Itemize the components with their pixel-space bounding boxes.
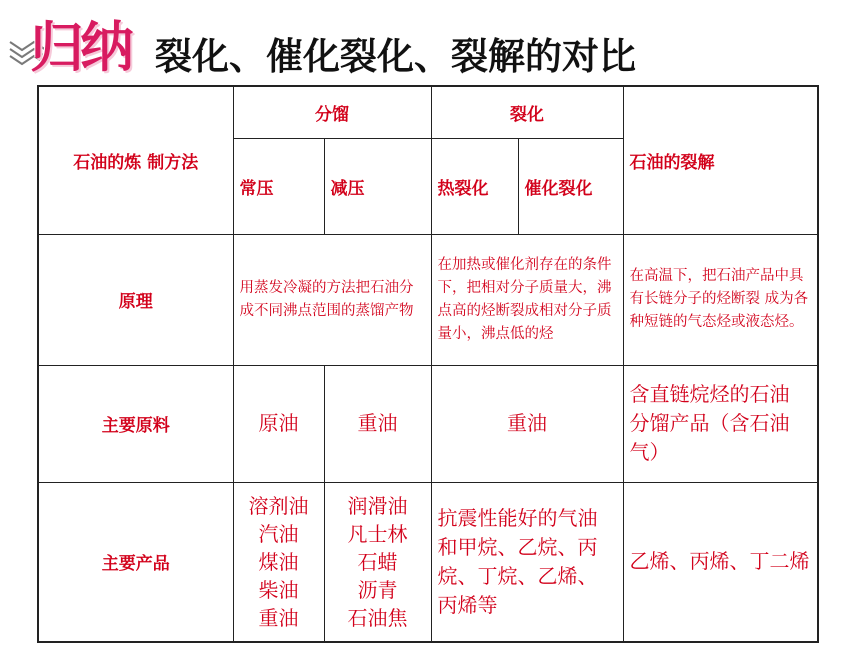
- product-item: 柴油: [258, 577, 299, 602]
- badge-text: 归纳: [30, 16, 130, 79]
- product-item: 重油: [258, 605, 299, 630]
- product-item: 石油焦: [347, 605, 408, 630]
- product-item: 溶剂油: [248, 493, 309, 518]
- product-item: 煤油: [258, 549, 299, 574]
- cell-products-cracking: 抗震性能好的气油和甲烷、乙烷、丙烷、丁烷、乙烯、丙烯等: [431, 482, 623, 642]
- cell-principle-cracking: 在加热或催化剂存在的条件下，把相对分子质量大，沸点高的烃断裂成相对分子质量小，沸点低的烃: [431, 234, 623, 365]
- cell-principle-pyrolysis: 在高温下，把石油产品中具有长链分子的烃断裂 成为各种短链的气态烃或液态烃。: [623, 234, 818, 365]
- cell-principle-fractionation: 用蒸发冷凝的方法把石油分成不同沸点范围的蒸馏产物: [233, 234, 431, 365]
- cell-raw-cracking: 重油: [431, 365, 623, 482]
- table-row: [38, 86, 818, 138]
- header-thermal-cracking: 热裂化: [431, 138, 518, 234]
- cell-products-atmospheric: [233, 482, 324, 642]
- header-fractionation: 分馏: [233, 86, 431, 138]
- cell-raw-pyrolysis: 含直链烷烃的石油 分馏产品（含石油气）: [623, 365, 818, 482]
- row-label-products: 主要产品: [38, 482, 233, 642]
- header-pyrolysis: 石油的裂解: [623, 86, 818, 234]
- page-title: 裂化、催化裂化、裂解的对比: [155, 35, 636, 78]
- comparison-table: [37, 85, 819, 643]
- header-vacuum: 减压: [324, 138, 431, 234]
- header-atmospheric: 常压: [233, 138, 324, 234]
- header-catalytic-cracking: 催化裂化: [518, 138, 623, 234]
- table-row: [38, 234, 818, 365]
- header-cracking: 裂化: [431, 86, 623, 138]
- table-row: [38, 482, 818, 642]
- row-label-principle: 原理: [38, 234, 233, 365]
- product-item: 润滑油: [347, 493, 408, 518]
- cell-raw-vacuum: 重油: [324, 365, 431, 482]
- row-label-raw-material: 主要原料: [38, 365, 233, 482]
- cell-products-pyrolysis: 乙烯、丙烯、丁二烯: [623, 482, 818, 642]
- product-item: 沥青: [357, 577, 398, 602]
- cell-products-vacuum: [324, 482, 431, 642]
- row-header-method: 石油的炼 制方法: [38, 86, 233, 234]
- cell-raw-atmospheric: 原油: [233, 365, 324, 482]
- product-item: 石蜡: [357, 549, 398, 574]
- product-item: 汽油: [258, 521, 299, 546]
- product-item: 凡士林: [347, 521, 408, 546]
- table-row: [38, 365, 818, 482]
- logo-badge: [8, 10, 148, 82]
